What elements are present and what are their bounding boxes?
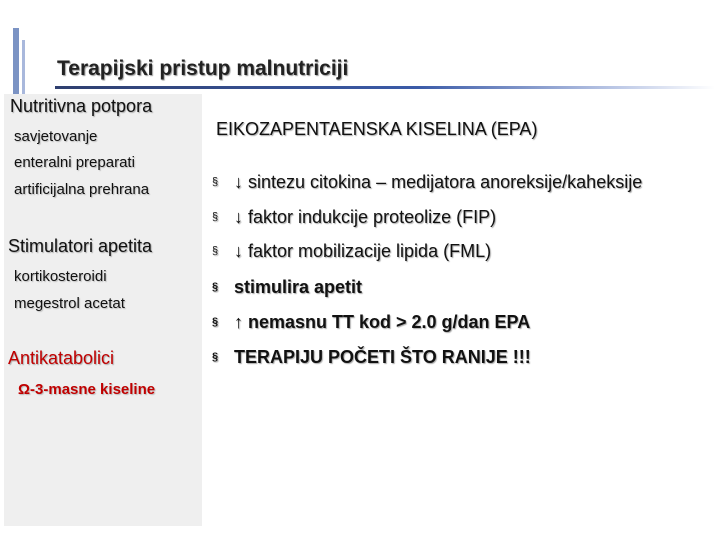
bullet-item [212, 241, 491, 262]
main-heading: EIKOZAPENTAENSKA KISELINA (EPA) [216, 119, 538, 139]
sidebar-heading-antikatabolici: Antikatabolici [8, 348, 115, 368]
accent-bar-secondary [22, 40, 25, 100]
bullet-text: ↓ faktor mobilizacije lipida (FML) [234, 241, 492, 261]
sidebar-heading-nutritivna-potpora: Nutritivna potpora [10, 96, 153, 116]
bullet-item [212, 277, 362, 298]
sidebar-item-artificijalna-prehrana: artificijalna prehrana [14, 181, 150, 198]
bullet-item [212, 347, 531, 368]
sidebar-item-megestrol-acetat: megestrol acetat [14, 295, 125, 312]
sidebar-item-omega3: Ω-3-masne kiseline [18, 381, 156, 398]
sidebar-item-enteralni-preparati: enteralni preparati [14, 154, 135, 171]
bullet-text: ↑ nemasnu TT kod > 2.0 g/dan EPA [234, 312, 531, 332]
accent-bar [13, 28, 19, 100]
bullet-marker: § [212, 245, 219, 257]
bullet-item [212, 312, 530, 333]
bullet-item [212, 207, 496, 228]
bullet-text: ↓ sintezu citokina – medijatora anoreksije/kaheksije [234, 172, 643, 192]
bullet-marker: § [212, 211, 219, 223]
title-underline [55, 86, 715, 89]
slide-title: Terapijski pristup malnutriciji [57, 57, 349, 80]
bullet-marker: § [212, 351, 219, 363]
bullet-marker: § [212, 316, 219, 328]
bullet-text: stimulira apetit [234, 277, 363, 297]
sidebar-item-kortikosteroidi: kortikosteroidi [14, 268, 107, 285]
bullet-marker: § [212, 176, 219, 188]
bullet-text: TERAPIJU POČETI ŠTO RANIJE !!! [234, 347, 531, 367]
bullet-marker: § [212, 281, 219, 293]
sidebar-heading-stimulatori-apetita: Stimulatori apetita [8, 236, 153, 256]
bullet-text: ↓ faktor indukcije proteolize (FIP) [234, 207, 497, 227]
sidebar-item-savjetovanje: savjetovanje [14, 128, 98, 145]
bullet-item [212, 172, 642, 193]
